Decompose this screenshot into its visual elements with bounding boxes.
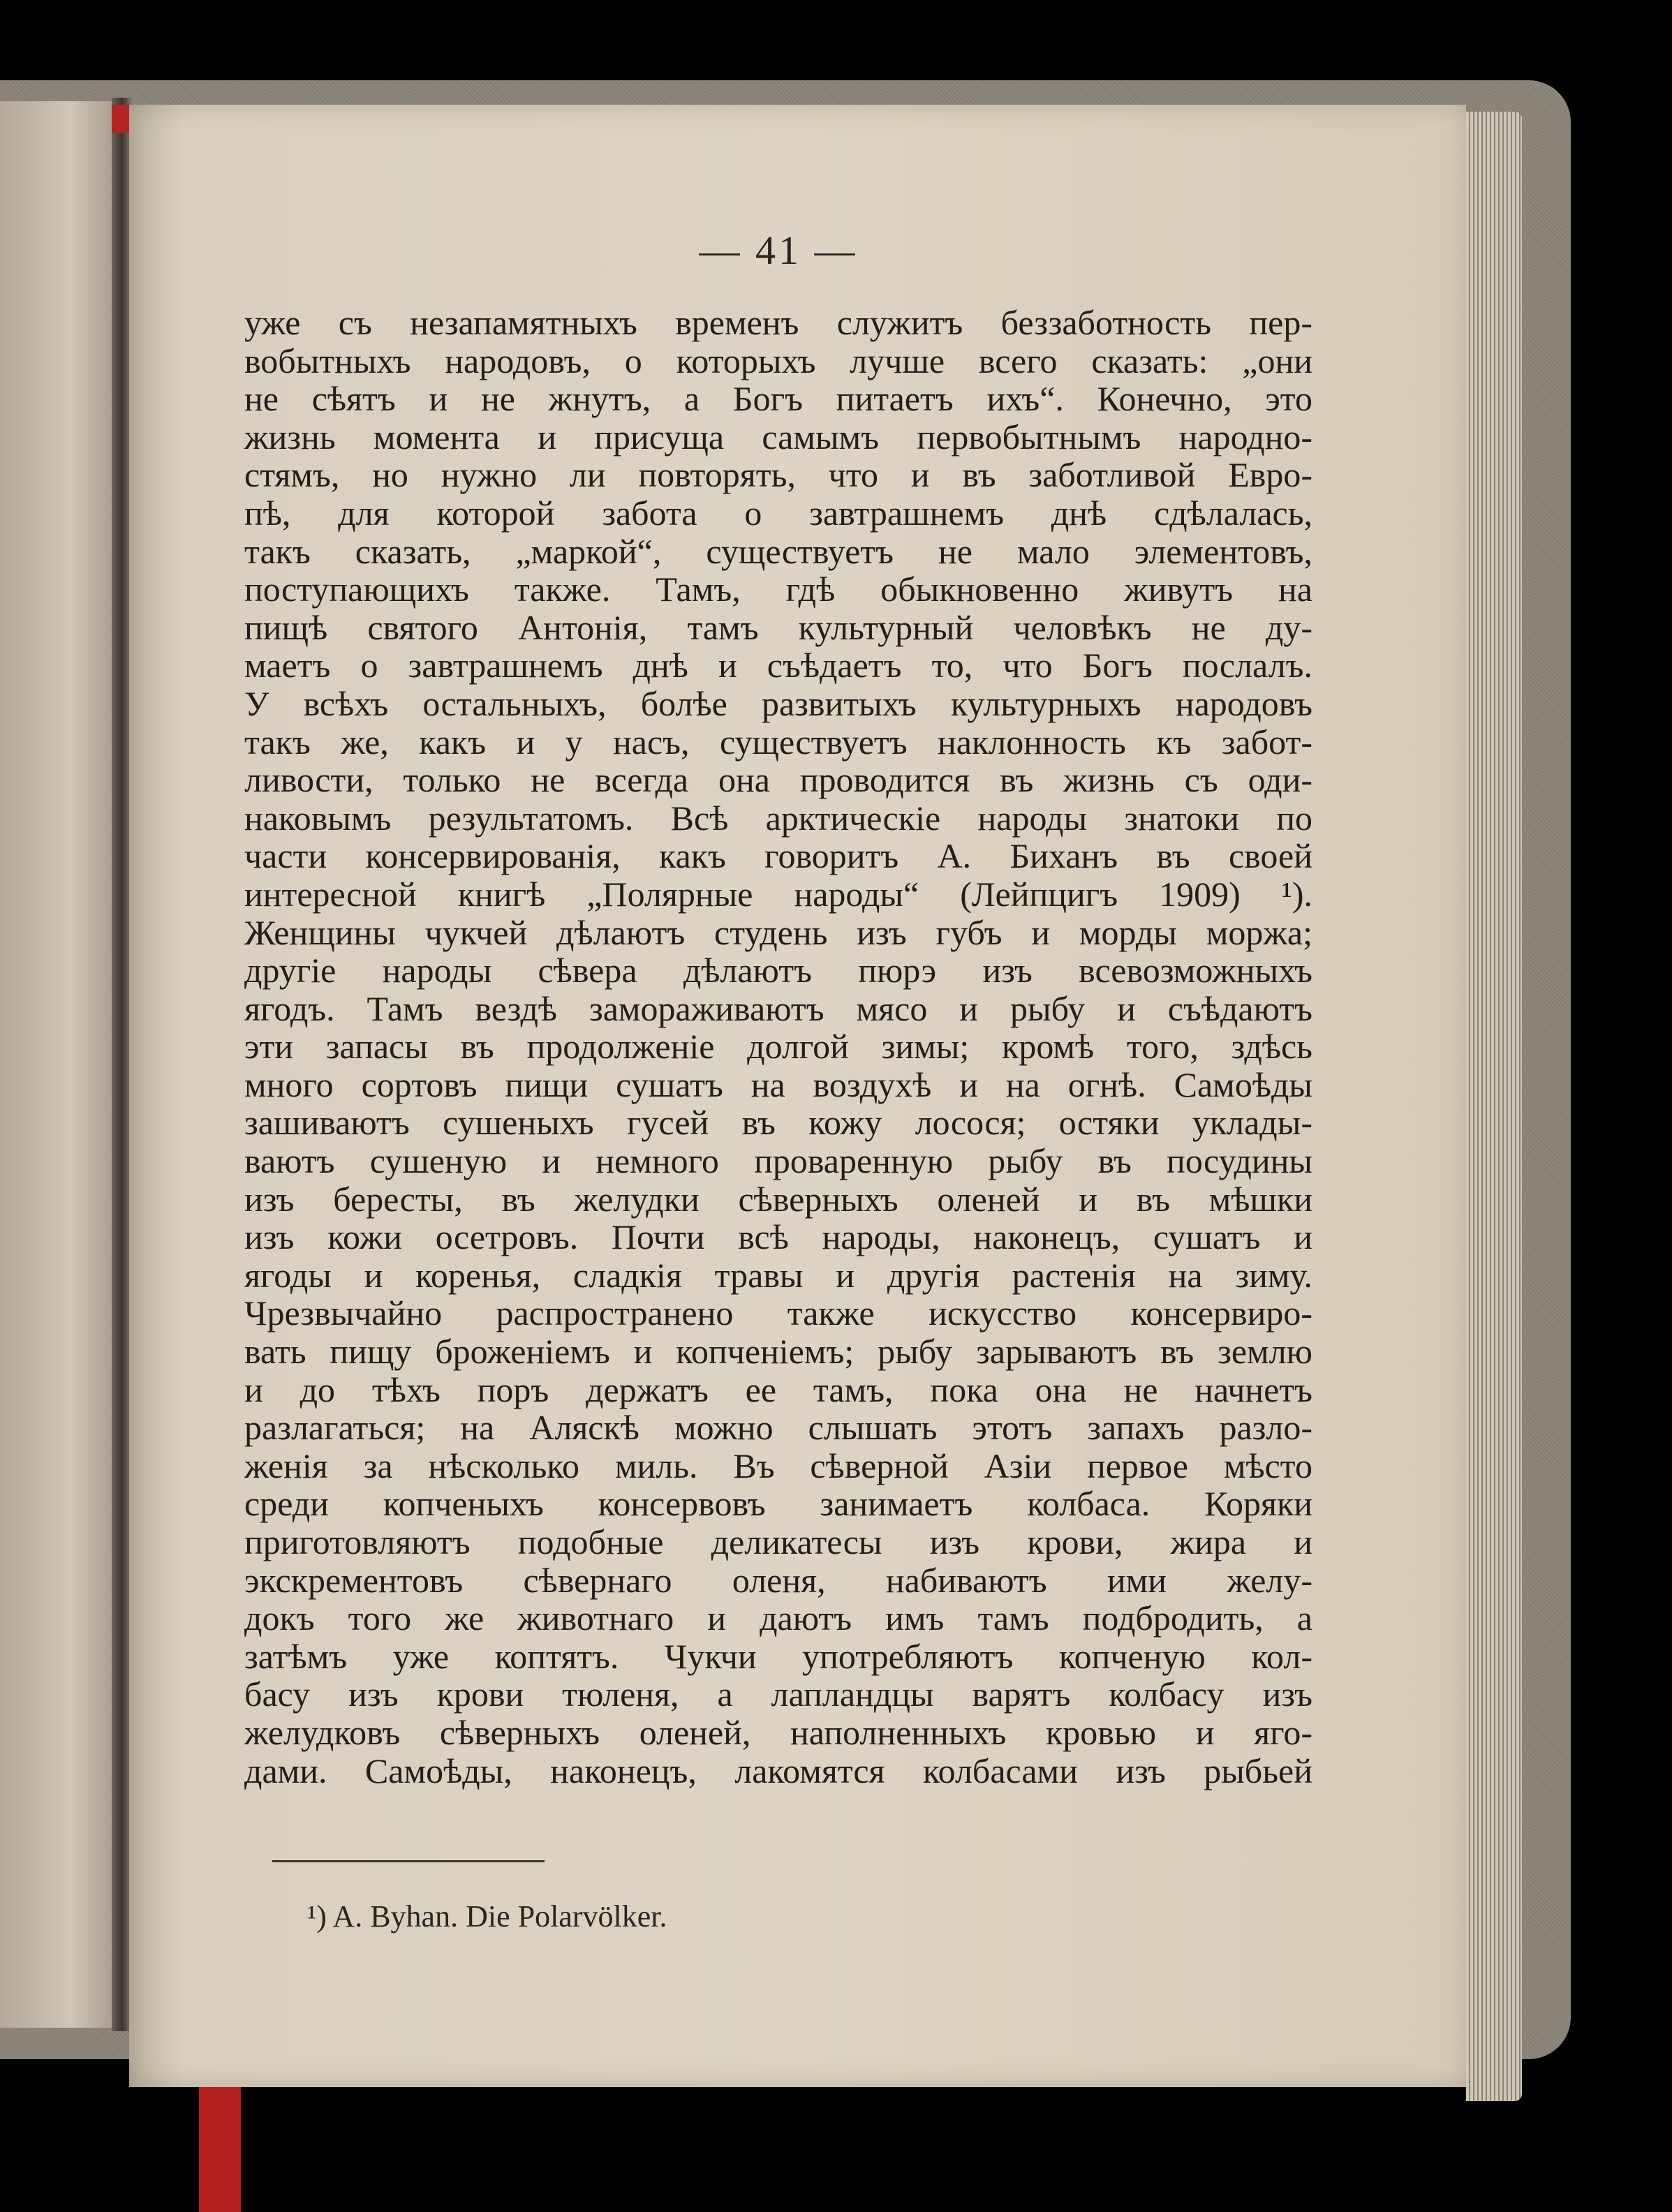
text-line: докъ того же животнаго и даютъ имъ тамъ подбродить, а [244,1598,1312,1638]
text-line: жизнь момента и присуща самымъ первобытнымъ народно- [244,417,1312,456]
text-line: изъ кожи осетровъ. Почти всѣ народы, наконецъ, сушатъ и [244,1217,1312,1257]
text-line: ваютъ сушеную и немного проваренную рыбу въ посудины [244,1141,1312,1181]
text-line: и до тѣхъ поръ держатъ ее тамъ, пока она не начнетъ [244,1369,1312,1409]
text-line: не сѣятъ и не жнутъ, а Богъ питаетъ ихъ“. Конечно, это [244,379,1312,419]
text-line: изъ бересты, въ желудки сѣверныхъ оленей и въ мѣшки [244,1179,1312,1219]
text-line: ливости, только не всегда она проводится въ жизнь съ оди- [244,760,1312,800]
text-line: ягодъ. Тамъ вездѣ замораживаютъ мясо и рыбу и съѣдаютъ [244,988,1312,1028]
footnote: ¹) A. Byhan. Die Polarvölker. [307,1899,667,1933]
page-edges [1466,112,1522,2101]
text-line: эти запасы въ продолженіе долгой зимы; кромѣ того, здѣсь [244,1027,1312,1067]
text-line: поступающихъ также. Тамъ, гдѣ обыкновенно живутъ на [244,570,1312,609]
text-line: приготовляютъ подобные деликатесы изъ крови, жира и [244,1522,1312,1561]
text-line: У всѣхъ остальныхъ, болѣе развитыхъ культурныхъ народовъ [244,683,1312,723]
text-line: наковымъ результатомъ. Всѣ арктическіе народы знатоки по [244,798,1312,838]
text-line: Чрезвычайно распространено также искусство консервиро- [244,1293,1312,1333]
text-line: такъ же, какъ и у насъ, существуетъ наклонность къ забот- [244,722,1312,762]
text-line: дами. Самоѣды, наконецъ, лакомятся колбасами изъ рыбьей [244,1751,1312,1790]
text-line: разлагаться; на Аляскѣ можно слышать этотъ запахъ разло- [244,1408,1312,1448]
text-line: пищѣ святого Антонія, тамъ культурный человѣкъ не ду- [244,607,1312,647]
body-text [244,304,1312,1790]
text-line: уже съ незапамятныхъ временъ служитъ беззаботность пер- [244,303,1312,342]
text-line: другіе народы сѣвера дѣлаютъ пюрэ изъ всевозможныхъ [244,951,1312,990]
footnote-divider [272,1860,545,1862]
text-line: такъ сказать, „маркой“, существуетъ не мало элементовъ, [244,531,1312,571]
text-line: пѣ, для которой забота о завтрашнемъ днѣ сдѣлалась, [244,493,1312,533]
text-line: интересной книгѣ „Полярные народы“ (Лейпцигъ 1909) ¹). [244,874,1312,914]
text-line: части консервированія, какъ говоритъ А. Биханъ въ своей [244,836,1312,876]
text-line: стямъ, но нужно ли повторять, что и въ заботливой Евро- [244,455,1312,495]
text-line: желудковъ сѣверныхъ оленей, наполненныхъ кровью и яго- [244,1712,1312,1752]
page-number: — 41 — [699,228,858,273]
text-line: женія за нѣсколько миль. Въ сѣверной Азіи первое мѣсто [244,1446,1312,1485]
text-line: экскрементовъ сѣвернаго оленя, набиваютъ ими желу- [244,1560,1312,1600]
left-page-edge [0,101,119,2028]
bookmark-ribbon-bottom [199,2087,241,2212]
text-line: вобытныхъ народовъ, о которыхъ лучше всего сказать: „они [244,341,1312,380]
text-line: много сортовъ пищи сушатъ на воздухѣ и на огнѣ. Самоѣды [244,1064,1312,1104]
text-line: вать пищу броженіемъ и копченіемъ; рыбу зарываютъ въ землю [244,1332,1312,1372]
text-line: зашиваютъ сушеныхъ гусей въ кожу лосося; остяки уклады- [244,1103,1312,1143]
text-line: ягоды и коренья, сладкія травы и другія растенія на зиму. [244,1255,1312,1295]
text-line: затѣмъ уже коптятъ. Чукчи употребляютъ копченую кол- [244,1636,1312,1676]
text-line: среди копченыхъ консервовъ занимаетъ колбаса. Коряки [244,1484,1312,1524]
text-line: Женщины чукчей дѣлаютъ студень изъ губъ и морды моржа; [244,912,1312,952]
text-line: басу изъ крови тюленя, а лапландцы варятъ колбасу изъ [244,1675,1312,1714]
text-line: маетъ о завтрашнемъ днѣ и съѣдаетъ то, что Богъ послалъ. [244,646,1312,685]
